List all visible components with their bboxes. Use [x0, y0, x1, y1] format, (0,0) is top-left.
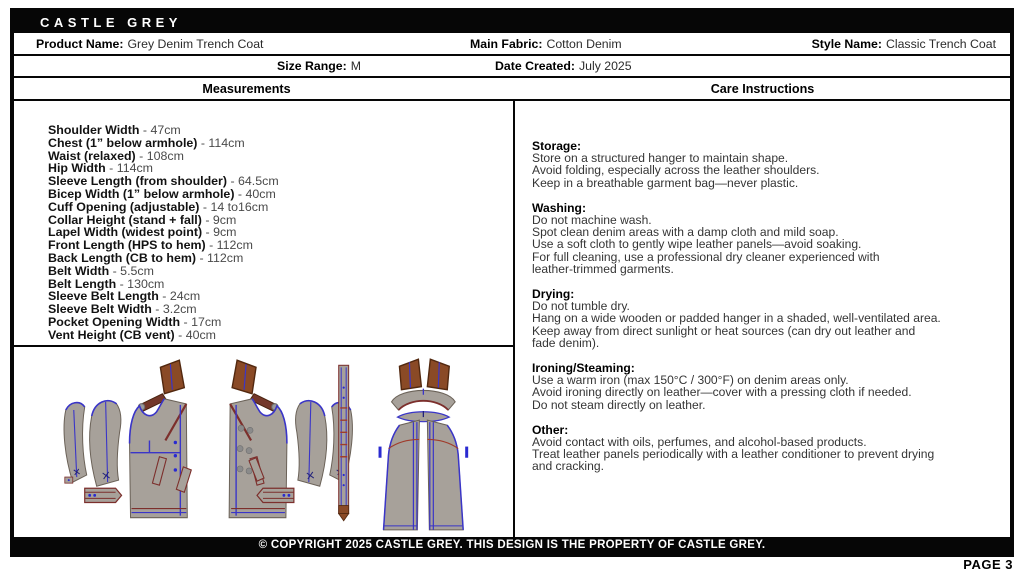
brand-title-bar: [14, 12, 1010, 33]
measurement-name: Shoulder Width: [48, 123, 140, 137]
care-column-header: Care Instructions: [710, 82, 815, 96]
care-line: Use a warm iron (max 150°C / 300°F) on denim areas only.: [532, 373, 849, 388]
care-line: and cracking.: [532, 459, 604, 474]
measurement-value: 40cm: [185, 327, 216, 342]
care-line: Treat leather panels periodically with a leather conditioner to prevent drying: [532, 447, 935, 462]
size-range-label: Size Range:: [277, 59, 347, 73]
measurement-name: Belt Width: [48, 263, 110, 278]
under-sleeve-left: [64, 403, 87, 483]
care-section-lines: [532, 152, 1000, 189]
measurement-name: Chest (1” below armhole): [48, 135, 198, 150]
care-line: Hang on a wide wooden or padded hanger in a shaded, well-ventilated area.: [532, 311, 941, 326]
back-panel-right-half: [427, 420, 463, 530]
measurement-name: Sleeve Length (from shoulder): [48, 174, 227, 189]
measurement-separator: -: [139, 123, 151, 137]
measurement-separator: -: [227, 174, 239, 189]
waist-belt-piece: [339, 365, 349, 520]
measurement-name: Belt Length: [48, 276, 117, 291]
product-name-label: Product Name:: [36, 36, 124, 51]
measurement-name: Collar Height (stand + fall): [48, 212, 202, 227]
upper-sleeve-right: [296, 401, 327, 486]
care-line: Keep in a breathable garment bag—never plastic.: [532, 175, 799, 190]
copyright-text: © COPYRIGHT 2025 CASTLE GREY. THIS DESIGN IS THE PROPERTY OF CASTLE GREY.: [258, 539, 766, 551]
measurement-name: Cuff Opening (adjustable): [48, 199, 200, 214]
care-line: Avoid contact with oils, perfumes, and alcohol-based products.: [532, 435, 867, 450]
spec-sheet-page: [10, 8, 1014, 557]
measurement-value: 114cm: [208, 135, 245, 150]
measurement-separator: -: [135, 148, 147, 163]
measurements-list: [14, 101, 513, 347]
measurement-name: Lapel Width (widest point): [48, 225, 203, 240]
sleeve-cap-piece-right: [232, 360, 256, 394]
copyright-bar: [14, 537, 1010, 553]
technical-flats-panel: [14, 347, 513, 537]
measurement-name: Front Length (HPS to hem): [48, 238, 206, 253]
measurement-value: 17cm: [191, 314, 222, 329]
measurement-value: 47cm: [150, 123, 181, 137]
measurement-value: 9cm: [213, 225, 237, 240]
care-section-heading: Ironing/Steaming:: [532, 361, 635, 376]
measurement-value: 24cm: [169, 289, 201, 304]
measurement-item: [48, 329, 505, 342]
back-yoke-piece-left: [399, 359, 421, 389]
cuff-strap-right: [257, 488, 294, 502]
care-section-heading: Other:: [532, 422, 569, 437]
measurement-value: 9cm: [212, 212, 237, 227]
care-line: Use a soft cloth to gently wipe leather panels—avoid soaking.: [532, 237, 862, 252]
sleeve-cap-piece-left: [160, 360, 184, 394]
collar-band-piece: [397, 411, 449, 422]
measurement-separator: -: [158, 289, 170, 304]
care-section: [532, 140, 1000, 189]
date-created-value: July 2025: [578, 59, 632, 73]
measurement-value: 130cm: [127, 276, 165, 291]
style-name-value: Classic Trench Coat: [885, 36, 996, 51]
brand-title: CASTLE GREY: [40, 15, 182, 30]
measurement-separator: -: [151, 302, 163, 317]
measurement-separator: -: [234, 186, 246, 201]
back-yoke-piece-right: [427, 359, 449, 389]
measurements-column: [14, 101, 515, 537]
measurement-separator: -: [180, 314, 192, 329]
main-fabric-value: Cotton Denim: [546, 36, 622, 51]
care-section-lines: [532, 214, 1000, 275]
measurement-value: 114cm: [116, 161, 153, 176]
care-line: Spot clean denim areas with a damp cloth and mild soap.: [532, 225, 839, 240]
size-range-cell: [277, 59, 361, 73]
care-section: [532, 424, 1000, 473]
style-name-label: Style Name:: [811, 36, 882, 51]
measurement-value: 3.2cm: [162, 302, 197, 317]
front-panel-left: [130, 399, 188, 518]
care-line: Keep away from direct sunlight or heat sources (can dry out leather and: [532, 323, 916, 338]
measurement-separator: -: [205, 238, 217, 253]
size-range-value: M: [350, 59, 361, 73]
care-line: Do not tumble dry.: [532, 299, 630, 314]
care-section-lines: [532, 300, 1000, 349]
side-belt-loop-left: [379, 447, 382, 458]
content-area: [14, 101, 1010, 537]
product-name-value: Grey Denim Trench Coat: [127, 36, 264, 51]
measurement-separator: -: [109, 263, 121, 278]
care-section: [532, 202, 1000, 275]
care-section-heading: Drying:: [532, 287, 575, 302]
product-info-row: [14, 33, 1010, 56]
date-created-label: Date Created:: [495, 59, 575, 73]
measurement-separator: -: [196, 250, 208, 265]
care-line: Do not steam directly on leather.: [532, 397, 706, 412]
measurement-value: 64.5cm: [238, 174, 279, 189]
measurement-separator: -: [116, 276, 128, 291]
measurement-separator: -: [197, 135, 209, 150]
care-section: [532, 288, 1000, 349]
care-line: For full cleaning, use a professional dry cleaner experienced with: [532, 249, 880, 264]
measurement-name: Back Length (CB to hem): [48, 250, 197, 265]
column-headers-row: [14, 78, 1010, 101]
measurement-separator: -: [202, 225, 214, 240]
main-fabric-label: Main Fabric:: [470, 36, 543, 51]
care-section: [532, 362, 1000, 411]
care-line: Do not machine wash.: [532, 213, 652, 228]
measurement-value: 112cm: [207, 250, 244, 265]
measurement-value: 14 to16cm: [210, 199, 269, 214]
measurement-name: Sleeve Belt Width: [48, 302, 152, 317]
care-line: Store on a structured hanger to maintain shape.: [532, 151, 789, 166]
page-number: PAGE 3: [963, 557, 1013, 572]
back-panel-left-half: [384, 420, 420, 530]
measurement-separator: -: [199, 199, 211, 214]
measurement-value: 40cm: [245, 186, 276, 201]
collar-piece: [391, 389, 455, 410]
care-line: Avoid folding, especially across the leather shoulders.: [532, 163, 820, 178]
measurement-name: Vent Height (CB vent): [48, 327, 175, 342]
cuff-strap-left: [85, 488, 122, 502]
care-instructions-column: [515, 101, 1010, 537]
care-section-heading: Washing:: [532, 200, 586, 215]
measurement-value: 108cm: [146, 148, 184, 163]
measurement-name: Pocket Opening Width: [48, 314, 181, 329]
measurement-separator: -: [174, 327, 186, 342]
small-tab-left: [65, 477, 73, 483]
main-fabric-cell: [470, 37, 798, 51]
side-belt-loop-right: [465, 447, 468, 458]
meta-row: [14, 56, 1010, 78]
technical-flat-drawings: [14, 347, 513, 537]
measurement-value: 5.5cm: [120, 263, 154, 278]
care-section-lines: [532, 436, 1000, 473]
style-name-cell: [798, 37, 1010, 51]
care-line: leather-trimmed garments.: [532, 261, 674, 276]
care-section-heading: Storage:: [532, 139, 582, 153]
upper-sleeve-left: [90, 401, 121, 486]
measurement-name: Sleeve Belt Length: [48, 289, 159, 304]
care-line: fade denim).: [532, 335, 600, 350]
date-created-cell: [495, 59, 632, 73]
measurement-name: Waist (relaxed): [48, 148, 136, 163]
care-section-lines: [532, 374, 1000, 411]
measurement-name: Bicep Width (1” below armhole): [48, 186, 235, 201]
measurement-separator: -: [105, 161, 117, 176]
measurements-column-header: Measurements: [202, 82, 291, 96]
product-name-cell: [14, 37, 470, 51]
measurement-value: 112cm: [216, 238, 253, 253]
measurement-separator: -: [201, 212, 213, 227]
measurement-name: Hip Width: [48, 161, 106, 176]
care-line: Avoid ironing directly on leather—cover with a pressing cloth if needed.: [532, 385, 912, 400]
